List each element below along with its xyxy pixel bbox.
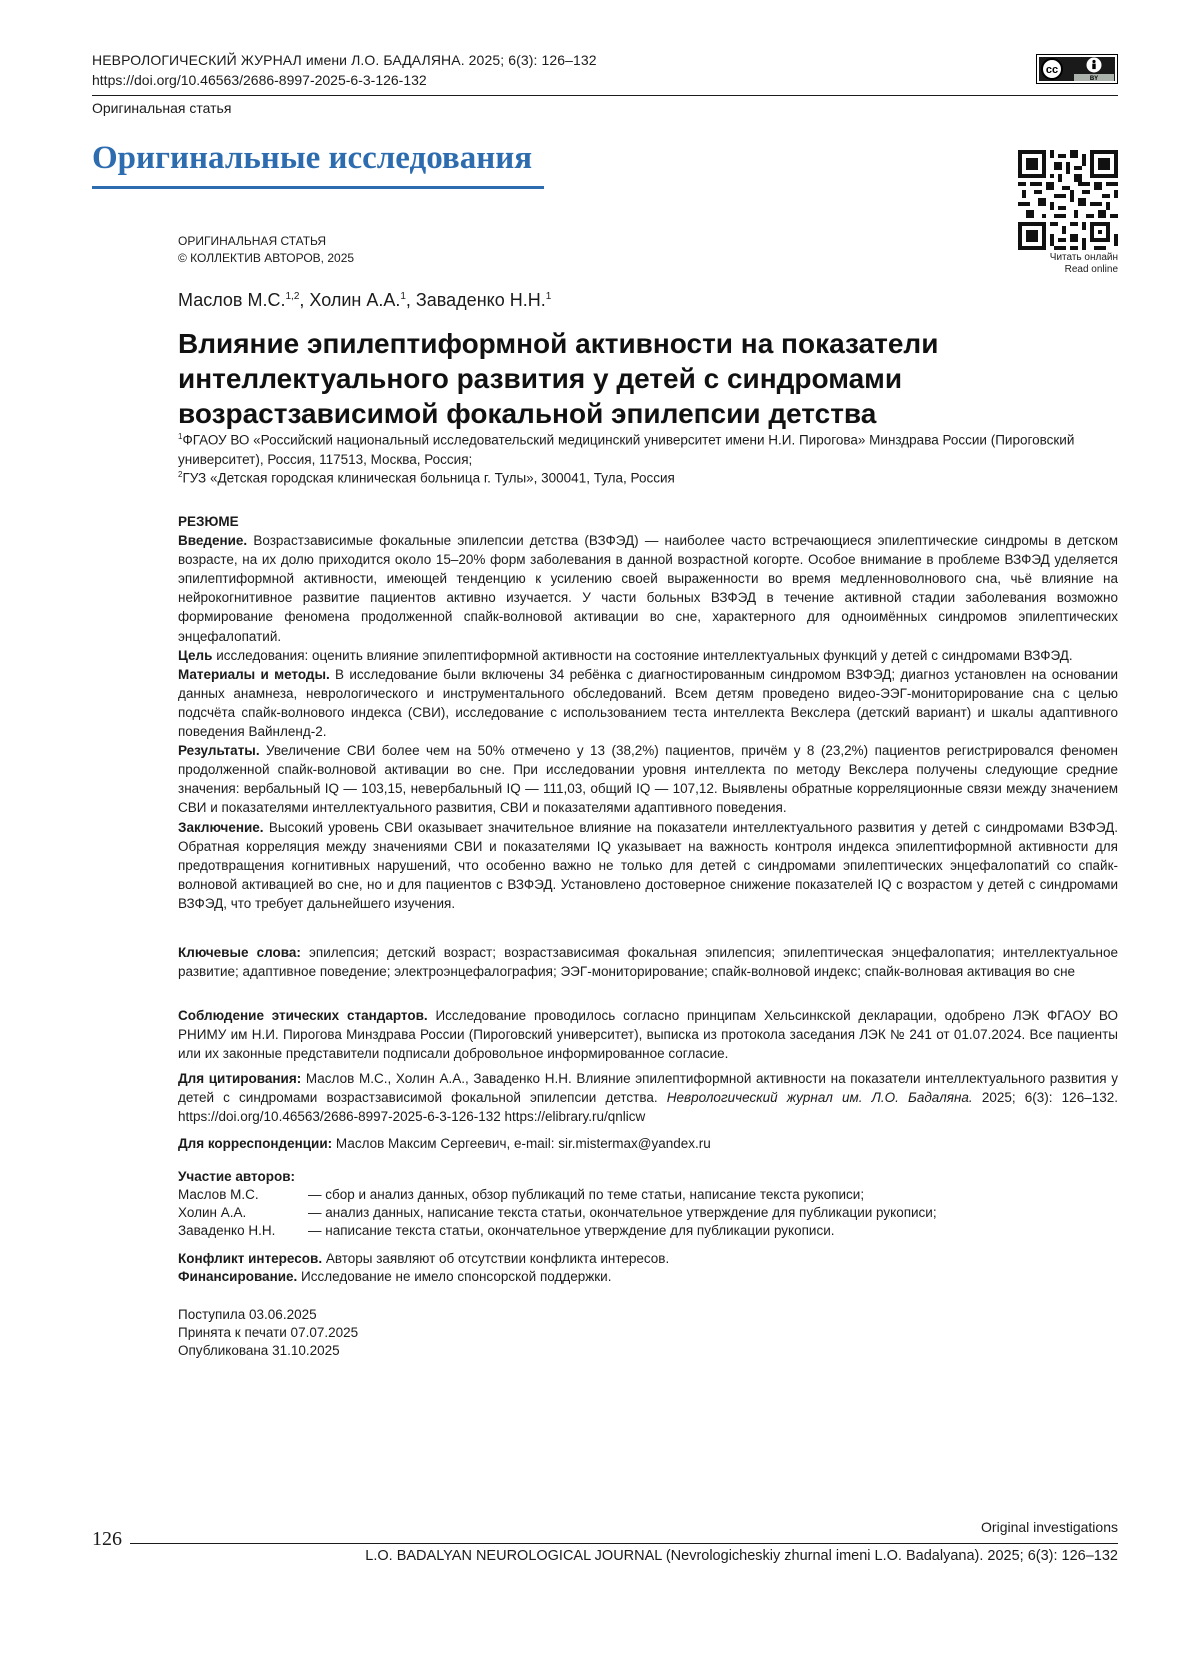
disclosures <box>178 1250 1118 1286</box>
affiliation-number: 1 <box>178 432 183 441</box>
article-title: Влияние эпилептиформной активности на показатели интеллектуального развития у детей с синдромами возрастзависимой фокальной эпилепсии детства <box>178 328 939 429</box>
cc-by-license-icon[interactable] <box>1036 54 1118 84</box>
contribution-row <box>178 1222 937 1240</box>
author-affiliation-ref: 1 <box>400 291 406 302</box>
abstract-conclusion <box>178 818 1118 913</box>
date-published: Опубликована 31.10.2025 <box>178 1343 340 1358</box>
funding <box>178 1268 1118 1286</box>
author-name: Маслов М.С. <box>178 290 286 310</box>
author-contributions <box>178 1168 1118 1240</box>
conclusion-text: Высокий уровень СВИ оказывает значительное влияние на показатели интеллектуального развития у детей с синдромами ВЗФЭД. Обратная корреляция между значениями СВИ и показателями IQ указывает на важность контроля индекса эпилептиформной активности для предотвращения когнитивных нарушений, что особенно важно не только для детей с синдромами эпилептических энцефалопатий со спайк-волновой активацией во сне, но и для пациентов с ВЗФЭД. Установлено достоверное снижение показателей IQ с возрастом у детей с синдромами ВЗФЭД, что требует дальнейшего изучения. <box>178 819 1118 911</box>
abstract-heading: РЕЗЮМЕ <box>178 514 239 529</box>
abstract-methods <box>178 665 1118 741</box>
authors-line <box>178 290 551 311</box>
intro-text: Возрастзависимые фокальные эпилепсии детства (ВЗФЭД) — наиболее часто встречающиеся эпилептические синдромы в детском возрасте, на их долю приходится около 15–20% форм заболевания в данной возрастной когорте. Особое внимание в проблеме ВЗФЭД уделяется эпилептиформной активности, имеющей тенденцию к усилению своей выраженности во время медленноволнового сна, чьё влияние на нейрокогнитивное развитие пациентов активно изучается. У части больных ВЗФЭД в течение активной стадии заболевания возможно формирование феномена продолженной спайк-волновой активации во сне, характерного для одноимённых синдромов эпилептических энцефалопатий. <box>178 533 1118 644</box>
footer-section-label: Original investigations <box>981 1519 1118 1535</box>
doi-link[interactable]: https://doi.org/10.46563/2686-8997-2025-6-3-126-132 <box>92 72 427 88</box>
contributor-role: — написание текста статьи, окончательное утверждение для публикации рукописи. <box>308 1223 835 1238</box>
contributor-name: Заваденко Н.Н. <box>178 1223 276 1238</box>
author-affiliation-ref: 1,2 <box>285 291 300 302</box>
contributor-role: — сбор и анализ данных, обзор публикаций по теме статьи, написание текста рукописи; <box>308 1187 865 1202</box>
author-name: Заваденко Н.Н. <box>415 290 546 310</box>
footer-journal: L.O. BADALYAN NEUROLOGICAL JOURNAL (Nevrologicheskiy zhurnal imeni L.O. Badalyana). 2025; 6(3): 126–132 <box>365 1548 1118 1564</box>
funding-label: Финансирование. <box>178 1269 298 1284</box>
contributions-table <box>178 1186 937 1240</box>
ethics-label: Соблюдение этических стандартов. <box>178 1008 428 1023</box>
intro-label: Введение. <box>178 533 248 549</box>
keywords-label: Ключевые слова: <box>178 945 301 960</box>
conflict-label: Конфликт интересов. <box>178 1251 323 1266</box>
author-affiliation-ref: 1 <box>545 291 552 302</box>
affiliation-1 <box>178 427 1118 469</box>
contributor-role: — анализ данных, написание текста статьи, окончательное утверждение для публикации рукописи; <box>308 1205 937 1220</box>
affiliation-number: 2 <box>178 470 183 479</box>
article-type-caps: ОРИГИНАЛЬНАЯ СТАТЬЯ <box>178 234 327 248</box>
correspondence <box>178 1134 1118 1153</box>
abstract <box>178 512 1118 913</box>
correspondence-label: Для корреспонденции: <box>178 1136 333 1151</box>
citation-journal: Неврологический журнал им. Л.О. Бадаляна. <box>666 1090 973 1106</box>
funding-text: Исследование не имело спонсорской поддержки. <box>301 1269 612 1284</box>
ethics-statement <box>178 1006 1118 1063</box>
author-name: Холин А.А. <box>309 290 401 310</box>
affiliation-text: ГУЗ «Детская городская клиническая больница г. Тулы», 300041, Тула, Россия <box>182 470 675 486</box>
correspondence-text[interactable]: Маслов Максим Сергеевич, e-mail: sir.mistermax@yandex.ru <box>335 1136 711 1151</box>
contributions-label: Участие авторов: <box>178 1169 296 1184</box>
contribution-row <box>178 1186 937 1204</box>
author-separator: , <box>405 290 416 310</box>
ethics-text: Исследование проводилось согласно принципам Хельсинкской декларации, одобрено ЛЭК ФГАОУ ВО РНИМУ им Н.И. Пирогова Минздрава России (Пироговский университет), выписка из протокола заседания ЛЭК № 241 от 01.07.2024. Все пациенты или их законные представители подписали добровольное информированное согласие. <box>178 1008 1118 1062</box>
conflict-text: Авторы заявляют об отсутствии конфликта интересов. <box>325 1251 670 1266</box>
section-title-underline <box>92 186 544 189</box>
aim-text: исследования: оценить влияние эпилептиформной активности на состояние интеллектуальных функций у детей с синдромами ВЗФЭД. <box>216 647 1073 663</box>
header-divider <box>92 95 1118 96</box>
copyright-notice: © КОЛЛЕКТИВ АВТОРОВ, 2025 <box>178 251 355 265</box>
keywords-text: эпилепсия; детский возраст; возрастзависимая фокальная эпилепсия; эпилептическая энцефалопатия; интеллектуальное развитие; адаптивное поведение; электроэнцефалография; ЭЭГ-мониторирование; спайк-волновой индекс; спайк-волновая активация во сне <box>178 945 1118 980</box>
read-online-ru: Читать онлайн <box>1049 252 1118 263</box>
contributor-name: Холин А.А. <box>178 1205 247 1220</box>
author-separator: , <box>299 290 310 310</box>
aim-label: Цель <box>178 647 213 663</box>
date-accepted: Принята к печати 07.07.2025 <box>178 1325 359 1340</box>
results-text: Увеличение СВИ более чем на 50% отмечено у 13 (38,2%) пациентов, причём у 8 (23,2%) пациентов регистрировался феномен продолженной спайк-волновой активации во сне. При исследовании уровня интеллекта по методу Векслера получены следующие средние значения: вербальный IQ — 103,15, невербальный IQ — 111,03, общий IQ — 107,12. Выявлены обратные корреляционные связи между значением СВИ и показателями интеллектуального развития, СВИ и показателями адаптивного поведения. <box>178 743 1118 816</box>
journal-header: НЕВРОЛОГИЧЕСКИЙ ЖУРНАЛ имени Л.О. БАДАЛЯНА. 2025; 6(3): 126–132 <box>92 52 597 68</box>
methods-label: Материалы и методы. <box>178 666 330 682</box>
conclusion-label: Заключение. <box>178 819 264 835</box>
keywords <box>178 943 1118 981</box>
cc-label: cc <box>1045 64 1059 76</box>
methods-text: В исследование были включены 34 ребёнка с диагностированным синдромом ВЗФЭД; диагноз установлен на основании данных анамнеза, неврологического и инструментального обследований. Всем детям проведено видео-ЭЭГ-мониторирование сна с целью подсчёта спайк-волнового индекса (СВИ), исследование с использованием теста интеллекта Векслера (детский вариант) и шкалы адаптивного поведения Вайнленд-2. <box>178 666 1118 740</box>
results-label: Результаты. <box>178 743 260 759</box>
read-online-en: Read online <box>1064 264 1118 275</box>
citation-block <box>178 1069 1118 1126</box>
abstract-results <box>178 741 1118 817</box>
date-received: Поступила 03.06.2025 <box>178 1307 317 1322</box>
section-title: Оригинальные исследования <box>92 140 533 176</box>
contribution-row <box>178 1204 937 1222</box>
abstract-introduction <box>178 531 1118 646</box>
affiliation-text: ФГАОУ ВО «Российский национальный исследовательский медицинский университет имени Н.И. Пирогова» Минздрава России (Пироговский университет), Россия, 117513, Москва, Россия; <box>178 432 1075 467</box>
conflict-of-interest <box>178 1250 1118 1268</box>
affiliation-2 <box>178 465 1118 488</box>
citation-tail: 2025; 6(3): 126–132. https://doi.org/10.46563/2686-8997-2025-6-3-126-132 https://elibrary.ru/qnlicw <box>178 1090 1118 1125</box>
contributor-name: Маслов М.С. <box>178 1187 259 1202</box>
footer-divider <box>130 1543 1118 1544</box>
qr-code-icon[interactable] <box>1018 150 1118 250</box>
citation-text: Маслов М.С., Холин А.А., Заваденко Н.Н. Влияние эпилептиформной активности на показатели интеллектуального развития у детей с синдромами возрастзависимой фокальной эпилепсии детства. <box>178 1071 1118 1106</box>
citation-label: Для цитирования: <box>178 1071 302 1086</box>
by-label: BY <box>1089 76 1099 82</box>
publication-dates <box>178 1306 358 1360</box>
page-number: 126 <box>92 1528 122 1550</box>
abstract-aim <box>178 646 1118 665</box>
article-type-label: Оригинальная статья <box>92 100 232 116</box>
